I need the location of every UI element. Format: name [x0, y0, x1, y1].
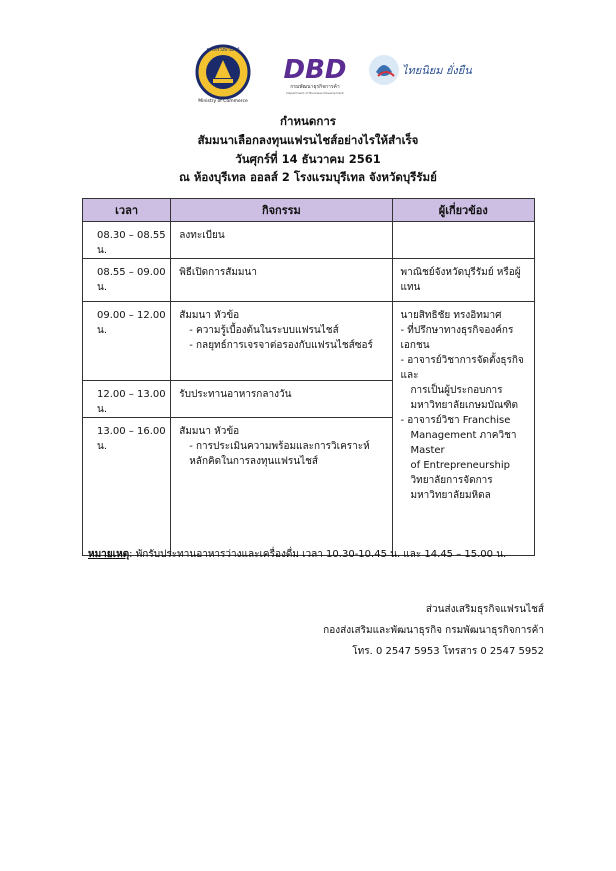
- moc-logo-bottom-text: Ministry of Commerce: [198, 99, 248, 104]
- activity-item: - การประเมินความพร้อมและการวิเคราะห์: [189, 441, 370, 452]
- table-row: [83, 259, 535, 302]
- row-time: 08.30 – 08.55 น.: [83, 222, 171, 259]
- header-title: กำหนดการ: [280, 114, 336, 128]
- footer-department: กองส่งเสริมและพัฒนาธุรกิจ กรมพัฒนาธุรกิจการค้า: [323, 625, 544, 636]
- row-time: 12.00 – 13.00 น.: [83, 381, 171, 418]
- speaker-detail: มหาวิทยาลัยเกษมบัณฑิต: [410, 400, 519, 411]
- dbd-logo-letters: DBD: [283, 55, 347, 85]
- speaker-detail: มหาวิทยาลัยมหิดล: [410, 490, 491, 501]
- table-row: [83, 222, 535, 259]
- speaker-detail: of Entrepreneurship: [410, 460, 510, 471]
- table-header-row: [83, 199, 535, 222]
- speaker-detail: การเป็นผู้ประกอบการ: [410, 385, 503, 396]
- header-venue: ณ ห้องบุรีเทล ออลส์ 2 โรงแรมบุรีเทล จังหวัดบุรีรัมย์: [179, 170, 437, 184]
- speaker-detail: วิทยาลัยการจัดการ: [410, 475, 493, 486]
- speaker-detail: Management ภาควิชา Master: [410, 430, 517, 456]
- thai-niyom-logo-text: ไทยนิยม ยั่งยืน: [402, 64, 472, 77]
- row-person: [392, 222, 535, 259]
- column-header-time: เวลา: [83, 199, 171, 222]
- note: [88, 547, 506, 562]
- row-activity: [171, 418, 392, 556]
- activity-title: สัมมนา หัวข้อ: [179, 310, 240, 321]
- speaker-name: นายสิทธิชัย ทรงอิทมาศ: [400, 310, 502, 321]
- dbd-logo: [280, 48, 350, 98]
- dbd-logo-eng-text: Department of Business Development: [286, 91, 344, 95]
- schedule-table: [82, 198, 535, 556]
- footer-division: ส่วนส่งเสริมธุรกิจแฟรนไชส์: [425, 604, 544, 615]
- header-date: วันศุกร์ที่ 14 ธันวาคม 2561: [235, 152, 381, 166]
- column-header-activity: กิจกรรม: [171, 199, 392, 222]
- activity-item: - กลยุทธ์การเจรจาต่อรองกับแฟรนไชส์ซอร์: [189, 340, 373, 351]
- row-activity: [171, 302, 392, 381]
- logo-bar: [0, 40, 616, 108]
- note-label: หมายเหตุ: [88, 549, 130, 560]
- row-time: 09.00 – 12.00 น.: [83, 302, 171, 381]
- moc-logo-top-text: กระทรวงพาณิชย์: [206, 48, 240, 53]
- speaker-cell: [392, 302, 535, 556]
- speaker-detail: - ที่ปรึกษาทางธุรกิจองค์กรเอกชน: [400, 325, 514, 351]
- speaker-detail: - อาจารย์วิชาการจัดตั้งธุรกิจและ: [400, 355, 524, 381]
- activity-title: สัมมนา หัวข้อ: [179, 426, 240, 437]
- activity-item: หลักคิดในการลงทุนแฟรนไชส์: [189, 456, 319, 467]
- activity-item: - ความรู้เบื้องต้นในระบบแฟรนไชส์: [189, 325, 339, 336]
- row-activity: พิธีเปิดการสัมมนา: [171, 259, 392, 302]
- speaker-detail: - อาจารย์วิชา Franchise: [400, 415, 511, 426]
- thai-niyom-logo: [368, 50, 488, 90]
- row-time: 08.55 – 09.00 น.: [83, 259, 171, 302]
- note-text: : พักรับประทานอาหารว่างและเครื่องดื่ม เวลา 10.30-10.45 น. และ 14.45 – 15.00 น.: [129, 549, 507, 560]
- dbd-logo-thai-text: กรมพัฒนาธุรกิจการค้า: [290, 84, 340, 90]
- row-activity: ลงทะเบียน: [171, 222, 392, 259]
- table-row: [83, 302, 535, 381]
- row-person: พาณิชย์จังหวัดบุรีรัมย์ หรือผู้แทน: [392, 259, 535, 302]
- footer-contact: โทร. 0 2547 5953 โทรสาร 0 2547 5952: [352, 646, 544, 657]
- header-seminar-name: สัมมนาเลือกลงทุนแฟรนไชส์อย่างไรให้สำเร็จ: [197, 133, 419, 147]
- ministry-of-commerce-logo: [195, 42, 251, 104]
- row-activity: รับประทานอาหารกลางวัน: [171, 381, 392, 418]
- row-time: 13.00 – 16.00 น.: [83, 418, 171, 556]
- column-header-person: ผู้เกี่ยวข้อง: [392, 199, 535, 222]
